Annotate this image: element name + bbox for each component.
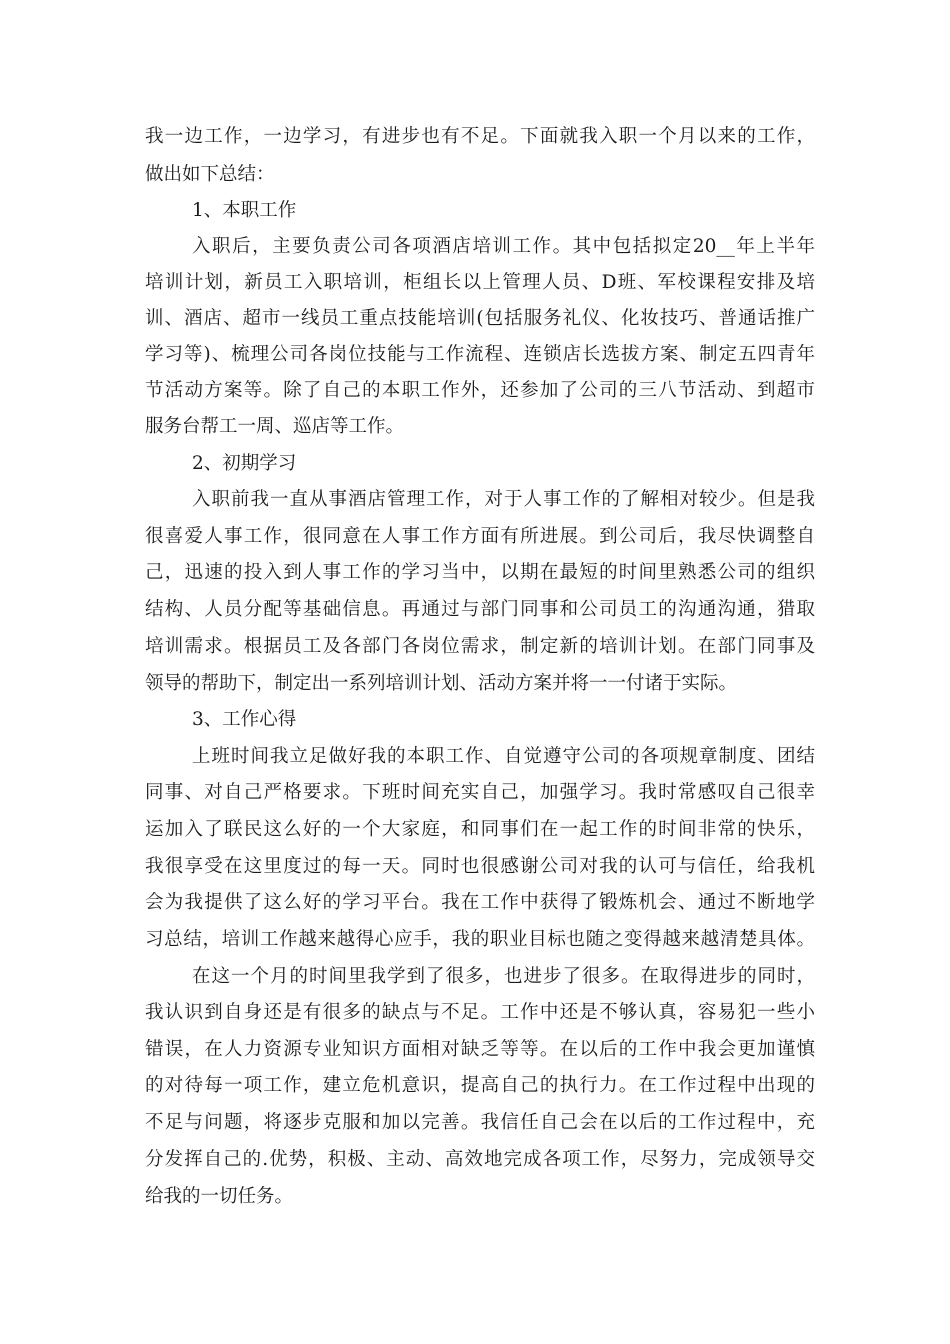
body-text-line: 结构、人员分配等基础信息。再通过与部门同事和公司员工的沟通沟通，猎取 — [145, 599, 815, 620]
body-text-line: 习总结，培训工作越来越得心应手，我的职业目标也随之变得越来越清楚具体。 — [145, 929, 815, 950]
section-heading: 2、初期学习 — [192, 453, 297, 474]
body-text-line: 的对待每一项工作，建立危机意识，提高自己的执行力。在工作过程中出现的 — [145, 1075, 815, 1096]
body-text-line: 做出如下总结： — [145, 164, 275, 185]
body-text-line: 运加入了联民这么好的一个大家庭，和同事们在一起工作的时间非常的快乐， — [145, 819, 815, 840]
body-text-line: 培训计划，新员工入职培训，柜组长以上管理人员、D班、军校课程安排及培 — [145, 272, 815, 293]
body-text-line: 我一边工作，一边学习，有进步也有不足。下面就我入职一个月以来的工作， — [145, 126, 815, 147]
body-text-line: 分发挥自己的.优势，积极、主动、高效地完成各项工作，尽努力，完成领导交 — [145, 1149, 815, 1170]
body-text-line: 己，迅速的投入到人事工作的学习当中，以期在最短的时间里熟悉公司的组织 — [145, 562, 815, 583]
body-text-line: 我很享受在这里度过的每一天。同时也很感谢公司对我的认可与信任，给我机 — [145, 856, 815, 877]
body-text-line: 入职前我一直从事酒店管理工作，对于人事工作的了解相对较少。但是我 — [192, 489, 815, 510]
body-text-line: 领导的帮助下，制定出一系列培训计划、活动方案并将一一付诸于实际。 — [145, 673, 738, 694]
body-text-line: 服务台帮工一周、巡店等工作。 — [145, 416, 405, 437]
body-text-line: 上班时间我立足做好我的本职工作、自觉遵守公司的各项规章制度、团结 — [192, 746, 815, 767]
body-text-line: 训、酒店、超市一线员工重点技能培训(包括服务礼仪、化妆技巧、普通话推广 — [145, 308, 815, 329]
body-text-line: 给我的一切任务。 — [145, 1186, 294, 1207]
body-text-line: 学习等)、梳理公司各岗位技能与工作流程、连锁店长选拔方案、制定五四青年 — [145, 344, 815, 365]
body-text-line: 错误，在人力资源专业知识方面相对缺乏等等。在以后的工作中我会更加谨慎 — [145, 1039, 815, 1060]
body-text-line: 很喜爱人事工作，很同意在人事工作方面有所进展。到公司后，我尽快调整自 — [145, 526, 815, 547]
body-text-line: 节活动方案等。除了自己的本职工作外，还参加了公司的三八节活动、到超市 — [145, 380, 815, 401]
body-text-line: 培训需求。根据员工及各部门各岗位需求，制定新的培训计划。在部门同事及 — [145, 636, 815, 657]
body-text-line: 我认识到自身还是有很多的缺点与不足。工作中还是不够认真，容易犯一些小 — [145, 1002, 815, 1023]
body-text-line: 不足与问题，将逐步克服和加以完善。我信任自己会在以后的工作过程中，充 — [145, 1112, 815, 1133]
body-text-line: 会为我提供了这么好的学习平台。我在工作中获得了锻炼机会、通过不断地学 — [145, 892, 815, 913]
body-text-line: 同事、对自己严格要求。下班时间充实自己，加强学习。我时常感叹自己很幸 — [145, 782, 815, 803]
section-heading: 3、工作心得 — [192, 709, 297, 730]
body-text-line: 入职后，主要负责公司各项酒店培训工作。其中包括拟定20__年上半年 — [192, 236, 815, 257]
body-text-line: 在这一个月的时间里我学到了很多，也进步了很多。在取得进步的同时， — [192, 966, 815, 987]
section-heading: 1、本职工作 — [192, 200, 297, 221]
